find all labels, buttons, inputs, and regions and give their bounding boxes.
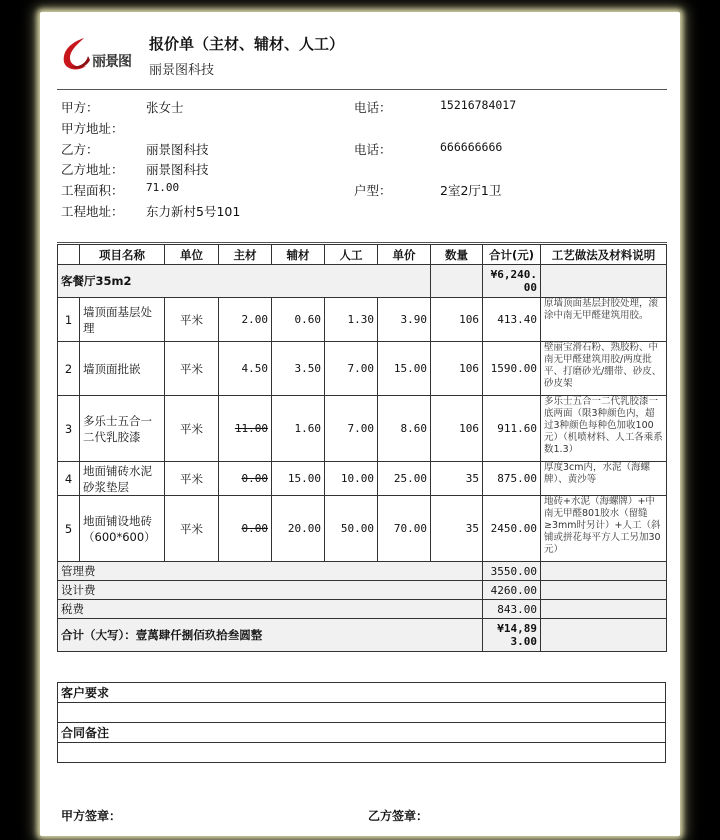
- company-logo: [60, 36, 140, 72]
- grand-total-note: [541, 619, 667, 652]
- section-total: ¥6,240.00: [483, 265, 541, 298]
- section-row: [58, 265, 667, 298]
- phone-a-value: 15216784017: [440, 98, 517, 112]
- col-header-main: 主材: [219, 245, 272, 265]
- row-qty: 35: [431, 496, 483, 562]
- table-row: [58, 462, 667, 496]
- quote-table: [57, 244, 667, 652]
- row-note: 原墙顶面基层封胶处理，滚涂中南无甲醛建筑用胶。: [541, 298, 667, 342]
- fee-value: 843.00: [483, 600, 541, 619]
- row-name: 墙顶面批嵌: [80, 342, 165, 396]
- row-aux: 15.00: [272, 462, 325, 496]
- row-qty: 106: [431, 342, 483, 396]
- row-note: 厚度3cm内，水泥（海螺牌）、黄沙等: [541, 462, 667, 496]
- party-b-signature: 乙方签章：: [368, 809, 429, 823]
- site-value: 东力新村5号101: [146, 204, 241, 219]
- contract-notes-field: [58, 743, 666, 763]
- row-unit: 平米: [165, 496, 219, 562]
- document-title: 报价单（主材、辅材、人工）: [149, 35, 345, 53]
- party-a-label: 甲方：: [61, 100, 99, 115]
- row-aux: 0.60: [272, 298, 325, 342]
- row-main: 0.00: [219, 496, 272, 562]
- row-qty: 106: [431, 396, 483, 462]
- area-label: 工程面积：: [61, 183, 124, 198]
- party-b-label: 乙方：: [61, 142, 99, 157]
- row-price: 8.60: [378, 396, 431, 462]
- row-no: 2: [58, 342, 80, 396]
- row-name: 墙顶面基层处理: [80, 298, 165, 342]
- row-no: 4: [58, 462, 80, 496]
- customer-requirements-label: 客户要求: [58, 683, 666, 703]
- row-aux: 3.50: [272, 342, 325, 396]
- row-price: 15.00: [378, 342, 431, 396]
- table-header-row: [58, 245, 667, 265]
- phone-b-value: 666666666: [440, 140, 503, 154]
- row-total: 875.00: [483, 462, 541, 496]
- layout-label: 户型：: [354, 183, 392, 198]
- row-qty: 106: [431, 298, 483, 342]
- table-row: [58, 396, 667, 462]
- row-total: 1590.00: [483, 342, 541, 396]
- row-unit: 平米: [165, 298, 219, 342]
- row-note: 壁丽宝滑石粉、熟胶粉、中南无甲醛建筑用胶/两度批平、打磨砂光/绷带、砂皮、砂皮架: [541, 342, 667, 396]
- info-row-party-b: [61, 140, 661, 160]
- info-row-site: [61, 202, 661, 222]
- col-header-total: 合计(元): [483, 245, 541, 265]
- party-a-address-label: 甲方地址：: [61, 121, 124, 136]
- area-value: 71.00: [146, 181, 180, 194]
- row-total: 911.60: [483, 396, 541, 462]
- phone-a-label: 电话：: [354, 100, 392, 115]
- grand-total-value: ¥14,893.00: [483, 619, 541, 652]
- col-header-labor: 人工: [325, 245, 378, 265]
- contract-notes-label: 合同备注: [58, 723, 666, 743]
- table-row: [58, 342, 667, 396]
- row-no: 5: [58, 496, 80, 562]
- quote-document: [40, 12, 680, 836]
- row-labor: 50.00: [325, 496, 378, 562]
- info-row-party-b-address: [61, 160, 661, 180]
- row-total: 413.40: [483, 298, 541, 342]
- party-a-value: 张女士: [146, 100, 184, 115]
- row-price: 3.90: [378, 298, 431, 342]
- row-labor: 1.30: [325, 298, 378, 342]
- row-price: 70.00: [378, 496, 431, 562]
- row-name: 多乐士五合一二代乳胶漆: [80, 396, 165, 462]
- row-price: 25.00: [378, 462, 431, 496]
- fee-value: 4260.00: [483, 581, 541, 600]
- row-name: 地面铺砖水泥砂浆垫层: [80, 462, 165, 496]
- row-labor: 7.00: [325, 342, 378, 396]
- fee-value: 3550.00: [483, 562, 541, 581]
- party-a-signature: 甲方签章：: [61, 809, 122, 823]
- col-header-aux: 辅材: [272, 245, 325, 265]
- row-unit: 平米: [165, 462, 219, 496]
- site-label: 工程地址：: [61, 204, 124, 219]
- col-header-name: 项目名称: [80, 245, 165, 265]
- remarks-table: [57, 682, 666, 763]
- col-header-unit: 单位: [165, 245, 219, 265]
- row-name: 地面铺设地砖（600*600）: [80, 496, 165, 562]
- row-no: 3: [58, 396, 80, 462]
- row-unit: 平米: [165, 342, 219, 396]
- fee-note: [541, 600, 667, 619]
- section-name: 客餐厅35m2: [58, 265, 431, 298]
- col-header-qty: 数量: [431, 245, 483, 265]
- fee-row-tax: [58, 600, 667, 619]
- table-row: [58, 298, 667, 342]
- info-row-party-a: [61, 98, 661, 118]
- info-row-party-a-address: [61, 119, 661, 139]
- fee-label: 税费: [58, 600, 483, 619]
- row-aux: 1.60: [272, 396, 325, 462]
- table-row: [58, 496, 667, 562]
- row-main: 4.50: [219, 342, 272, 396]
- section-qty: [431, 265, 483, 298]
- row-aux: 20.00: [272, 496, 325, 562]
- row-labor: 7.00: [325, 396, 378, 462]
- fee-row-management: [58, 562, 667, 581]
- col-header-price: 单价: [378, 245, 431, 265]
- grand-total-row: [58, 619, 667, 652]
- logo-swirl-icon: [60, 36, 94, 72]
- row-main: 0.00: [219, 462, 272, 496]
- row-qty: 35: [431, 462, 483, 496]
- party-b-address-label: 乙方地址：: [61, 162, 124, 177]
- fee-note: [541, 562, 667, 581]
- logo-text: 丽景图: [92, 54, 131, 70]
- section-note: [541, 265, 667, 298]
- fee-label: 设计费: [58, 581, 483, 600]
- fee-row-design: [58, 581, 667, 600]
- fee-note: [541, 581, 667, 600]
- row-note: 多乐士五合一二代乳胶漆一底两面（限3种颜色内，超过3种颜色每种色加收100元）（机喷材料、人工各乘系数1.3）: [541, 396, 667, 462]
- company-name: 丽景图科技: [149, 63, 215, 78]
- info-row-area: [61, 181, 661, 201]
- row-main: 2.00: [219, 298, 272, 342]
- row-no: 1: [58, 298, 80, 342]
- row-main: 11.00: [219, 396, 272, 462]
- header-divider: [57, 89, 667, 90]
- party-b-value: 丽景图科技: [146, 142, 209, 157]
- info-divider: [57, 242, 667, 243]
- row-total: 2450.00: [483, 496, 541, 562]
- customer-requirements-field: [58, 703, 666, 723]
- row-unit: 平米: [165, 396, 219, 462]
- phone-b-label: 电话：: [354, 142, 392, 157]
- layout-value: 2室2厅1卫: [440, 183, 502, 198]
- grand-total-label: 合计（大写）：壹萬肆仟捌佰玖拾叁圆整: [58, 619, 483, 652]
- row-note: 地砖+水泥（海螺牌）+中南无甲醛801胶水（留缝≥3mm时另计）+人工（斜铺或拼花每平方人工另加30元）: [541, 496, 667, 562]
- party-b-address-value: 丽景图科技: [146, 162, 209, 177]
- row-labor: 10.00: [325, 462, 378, 496]
- document-header: [58, 30, 668, 88]
- col-header-note: 工艺做法及材料说明: [541, 245, 667, 265]
- fee-label: 管理费: [58, 562, 483, 581]
- col-header-no: [58, 245, 80, 265]
